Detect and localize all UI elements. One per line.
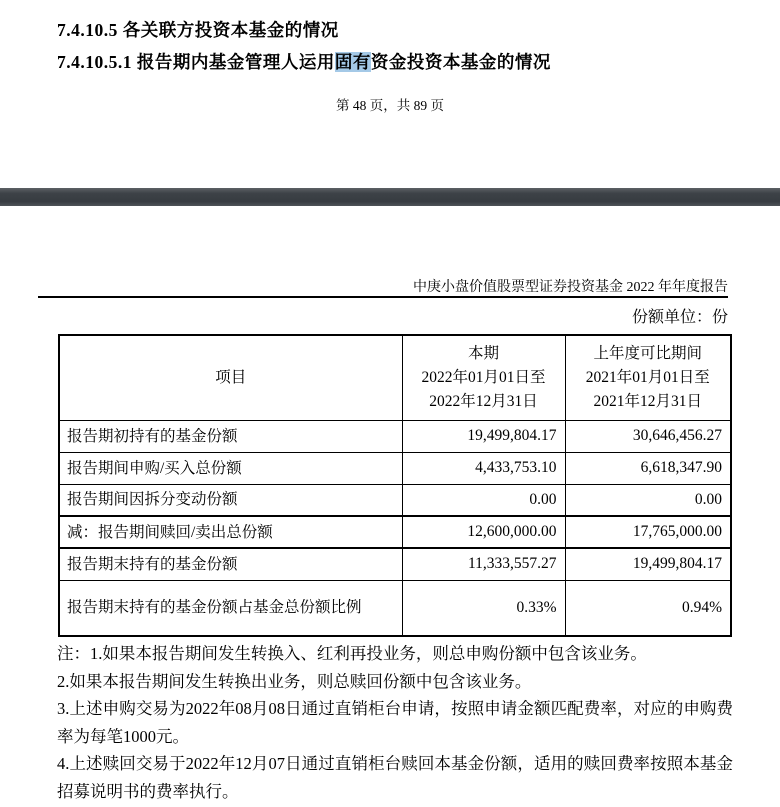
row-current-value: 4,433,753.10 — [402, 452, 565, 484]
row-prior-value: 0.94% — [565, 580, 731, 636]
row-label: 报告期初持有的基金份额 — [59, 420, 402, 452]
row-prior-value: 0.00 — [565, 484, 731, 516]
section-heading-7-4-10-5: 7.4.10.5 各关联方投资本基金的情况 — [57, 20, 339, 40]
share-unit-label: 份额单位：份 — [631, 309, 728, 326]
row-current-value: 19,499,804.17 — [402, 420, 565, 452]
col-header-prior-period — [565, 335, 731, 420]
table-row — [59, 452, 731, 484]
heading-text-before-highlight: 7.4.10.5.1 报告期内基金管理人运用 — [57, 52, 335, 72]
row-label: 减：报告期间赎回/卖出总份额 — [59, 516, 402, 548]
row-prior-value: 30,646,456.27 — [565, 420, 731, 452]
table-header-row — [59, 335, 731, 420]
note-2: 2.如果本报告期间发生转换出业务，则总赎回份额中包含该业务。 — [57, 671, 532, 691]
row-prior-value: 17,765,000.00 — [565, 516, 731, 548]
prior-period-line2: 2021年01月01日至 — [585, 368, 710, 386]
col-header-item: 项目 — [59, 335, 402, 420]
table-notes — [57, 640, 733, 806]
row-current-value: 12,600,000.00 — [402, 516, 565, 548]
table-row — [59, 516, 731, 548]
note-3: 3.上述申购交易为2022年08月08日通过直销柜台申请，按照申请金额匹配费率，对应的申购费率为每笔1000元。 — [57, 699, 733, 746]
table-row — [59, 548, 731, 580]
table-row — [59, 580, 731, 636]
current-period-line3: 2022年12月31日 — [429, 392, 538, 410]
report-running-header: 中庚小盘价值股票型证券投资基金 2022 年年度报告 — [413, 280, 728, 295]
row-label: 报告期间因拆分变动份额 — [59, 484, 402, 516]
current-period-line2: 2022年01月01日至 — [421, 368, 546, 386]
row-label: 报告期间申购/买入总份额 — [59, 452, 402, 484]
row-current-value: 11,333,557.27 — [402, 548, 565, 580]
row-current-value: 0.00 — [402, 484, 565, 516]
row-label: 报告期末持有的基金份额 — [59, 548, 402, 580]
table-row — [59, 420, 731, 452]
current-period-line1: 本期 — [467, 344, 499, 362]
row-label: 报告期末持有的基金份额占基金总份额比例 — [59, 580, 402, 636]
section-heading-7-4-10-5-1 — [57, 49, 551, 74]
heading-text-after-highlight: 资金投资本基金的情况 — [370, 52, 551, 72]
prior-period-line3: 2021年12月31日 — [593, 392, 702, 410]
col-header-current-period — [402, 335, 565, 420]
page-separator — [0, 188, 780, 206]
search-highlight: 固有 — [334, 52, 371, 72]
row-current-value: 0.33% — [402, 580, 565, 636]
prior-period-line1: 上年度可比期间 — [593, 344, 702, 362]
table-row — [59, 484, 731, 516]
note-4: 4.上述赎回交易于2022年12月07日通过直销柜台赎回本基金份额，适用的赎回费率按照本基金招募说明书的费率执行。 — [57, 754, 733, 801]
header-rule-line — [38, 296, 728, 298]
page-number-indicator: 第 48 页，共 89 页 — [336, 98, 444, 113]
note-1: 注：1.如果本报告期间发生转换入、红利再投业务，则总申购份额中包含该业务。 — [57, 644, 647, 663]
fund-shares-table — [58, 334, 732, 637]
row-prior-value: 19,499,804.17 — [565, 548, 731, 580]
row-prior-value: 6,618,347.90 — [565, 452, 731, 484]
